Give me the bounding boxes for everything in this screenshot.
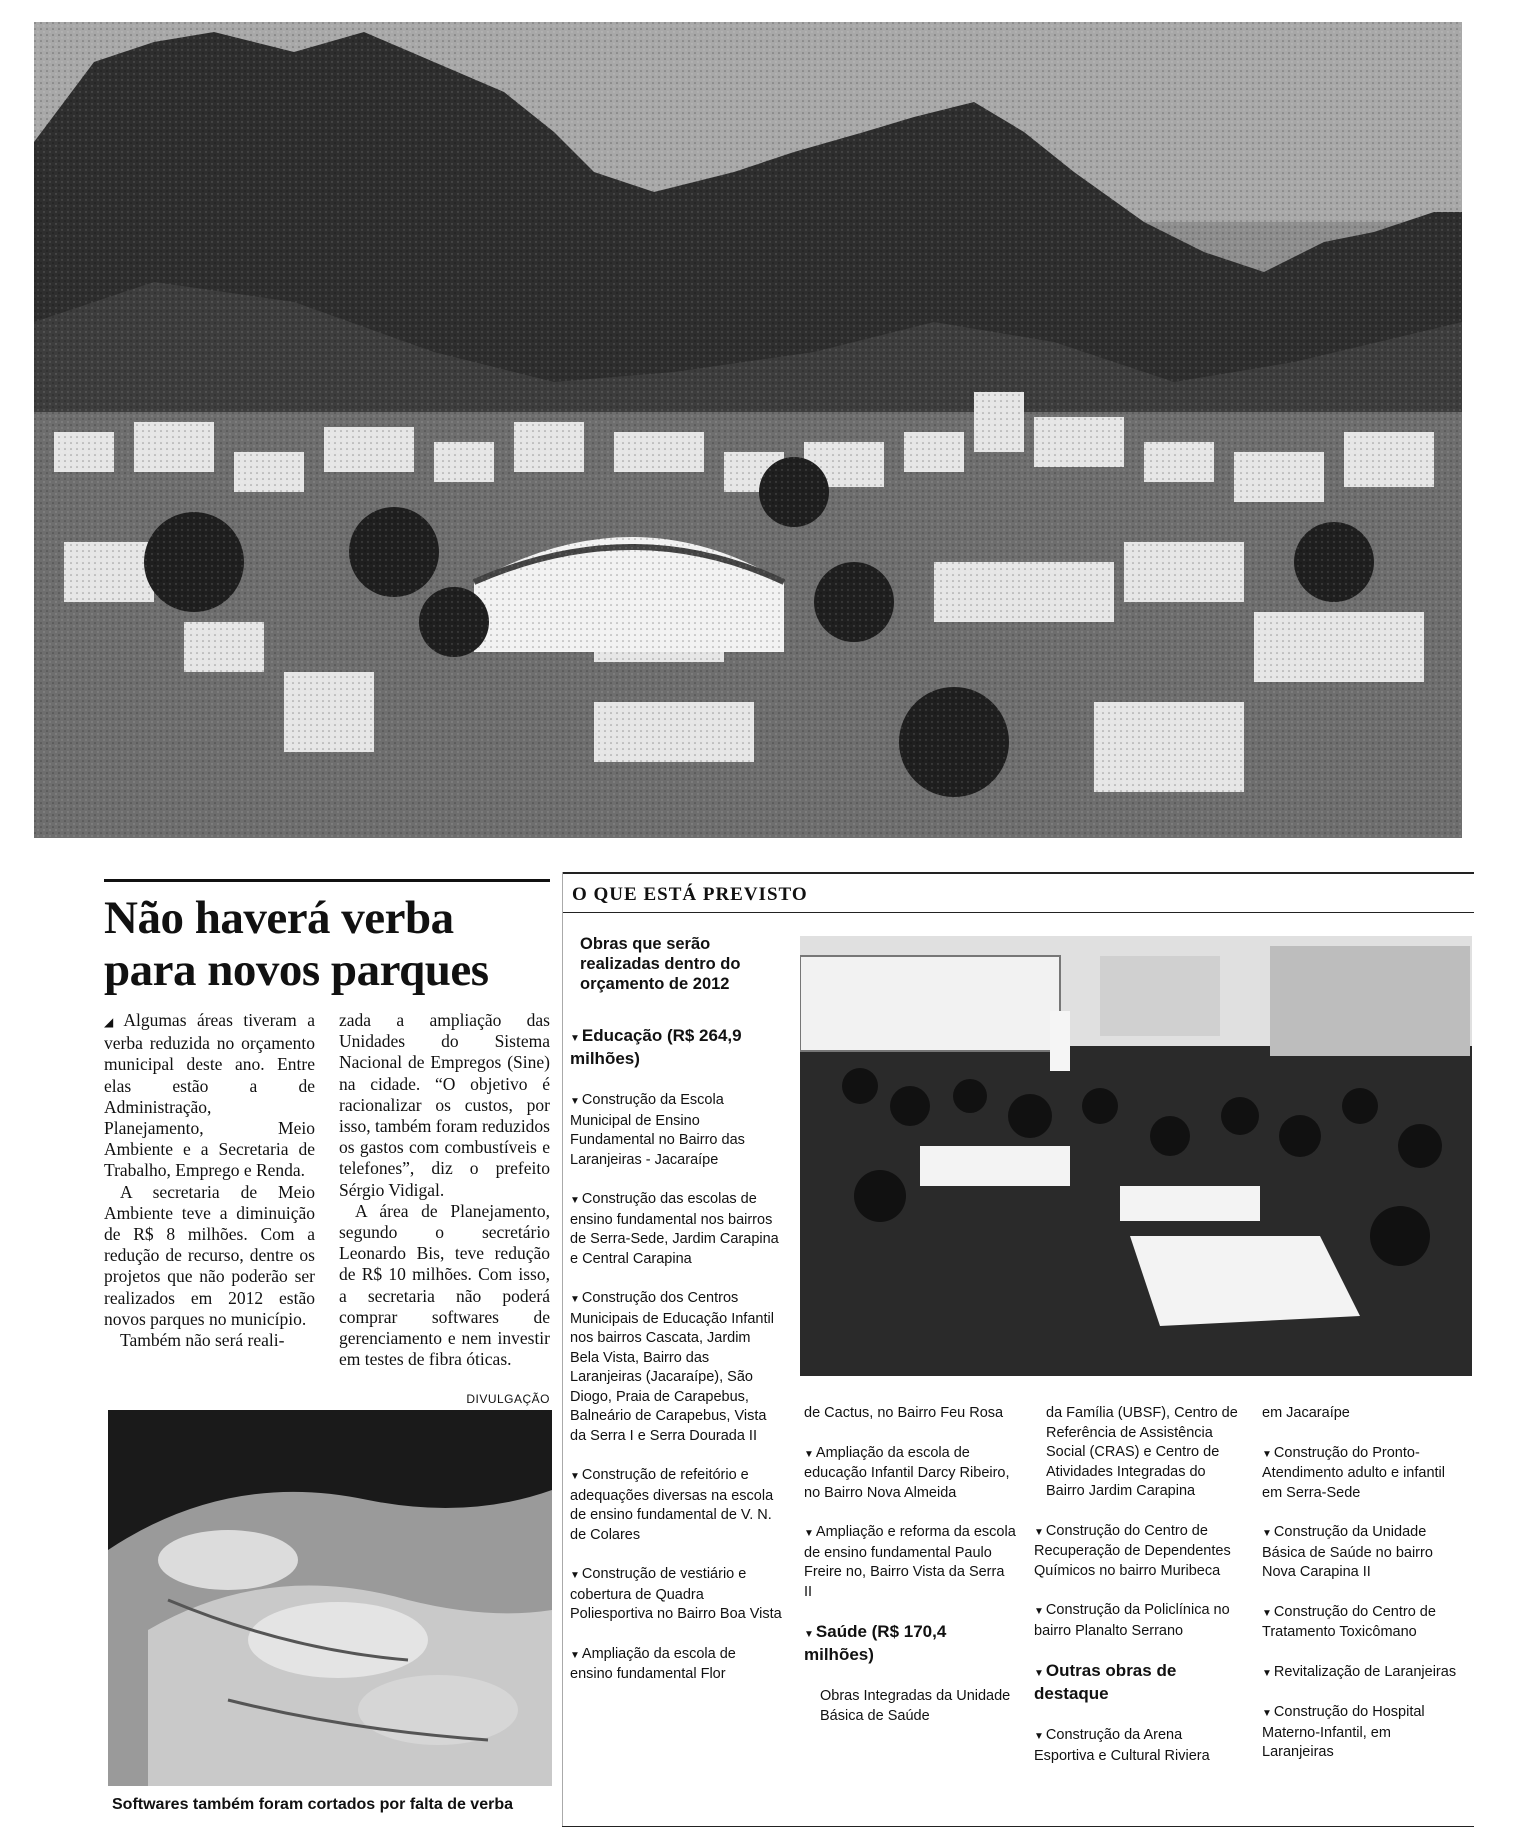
list-item: Obras Integradas da Unidade Básica de Saúde xyxy=(820,1688,1011,1724)
list-item xyxy=(1262,1703,1462,1763)
box-subtitle: Obras que serão realizadas dentro do orçamento de 2012 xyxy=(580,935,741,993)
item-text: Ampliação e reforma da escola de ensino fundamental Paulo Freire no, Bairro Vista da Serra II xyxy=(804,1524,1016,1600)
item-text: Construção da Unidade Básica de Saúde no bairro Nova Carapina II xyxy=(1262,1524,1433,1580)
item-text: Construção da Arena Esportiva e Cultural Riviera xyxy=(1034,1727,1210,1764)
triangle-bullet-icon: ▼ xyxy=(570,1570,580,1581)
hands-keyboard-photo xyxy=(108,1410,552,1786)
triangle-bullet-icon: ▼ xyxy=(804,1629,814,1640)
triangle-bullet-icon: ▼ xyxy=(570,1096,580,1107)
article-paragraph: Também não será reali- xyxy=(120,1330,285,1351)
list-item xyxy=(804,1444,1016,1504)
list-item xyxy=(1262,1603,1462,1643)
triangle-bullet-icon: ▼ xyxy=(1262,1667,1272,1679)
list-item xyxy=(570,1091,782,1170)
lead-triangle-icon: ◢ xyxy=(104,1015,120,1029)
list-item xyxy=(1262,1523,1462,1583)
triangle-bullet-icon: ▼ xyxy=(1262,1528,1272,1539)
triangle-bullet-icon: ▼ xyxy=(570,1294,580,1305)
headline-top-rule xyxy=(104,879,550,882)
triangle-bullet-icon: ▼ xyxy=(804,1448,814,1460)
article-paragraph: A área de Planejamento, segundo o secretário Leonardo Bis, teve redução de R$ 10 milhões. Com isso, a secretaria não poderá comprar softwares de gerenciamento e nem investir em testes de fibra óticas. xyxy=(339,1200,550,1370)
heading-text: Outras obras de destaque xyxy=(1034,1661,1177,1703)
heading-text: Educação (R$ 264,9 milhões) xyxy=(570,1026,742,1068)
headline-line-2: para novos parques xyxy=(104,944,489,996)
health-others-column xyxy=(1034,1404,1246,1766)
item-text: Construção da Policlínica no bairro Planalto Serrano xyxy=(1034,1602,1230,1639)
list-item xyxy=(570,1565,782,1625)
article-body xyxy=(104,1010,550,1370)
others-heading xyxy=(1034,1661,1246,1704)
list-item xyxy=(1034,1726,1246,1766)
headline-line-1: Não haverá verba xyxy=(104,892,454,944)
item-text: Construção da Escola Municipal de Ensino Fundamental no Bairro das Laranjeiras - Jacaraípe xyxy=(570,1092,745,1168)
triangle-bullet-icon: ▼ xyxy=(1034,1668,1044,1679)
list-item xyxy=(1262,1663,1462,1684)
list-item xyxy=(570,1289,782,1446)
item-text: Revitalização de Laranjeiras xyxy=(1273,1663,1457,1680)
triangle-bullet-icon: ▼ xyxy=(1262,1607,1272,1619)
list-item-continued: de Cactus, no Bairro Feu Rosa xyxy=(804,1405,1004,1421)
article-headline xyxy=(104,892,564,996)
triangle-bullet-icon: ▼ xyxy=(1034,1731,1044,1742)
classroom-photo xyxy=(800,936,1472,1376)
paragraph-text: Algumas áreas tiveram a verba reduzida no orçamento municipal deste ano. Entre elas estão a de Administração, Planejamento, Meio Ambiente e a Secretaria de Trabalho, Emprego e Renda. xyxy=(104,1010,315,1181)
item-text: Construção do Hospital Materno-Infantil, em Laranjeiras xyxy=(1262,1704,1425,1760)
list-item xyxy=(1034,1601,1246,1641)
box-title: O QUE ESTÁ PREVISTO xyxy=(572,884,808,905)
box-top-rule xyxy=(562,872,1474,874)
box-left-rule xyxy=(562,872,563,1827)
item-text: Construção de vestiário e cobertura de Quadra Poliesportiva no Bairro Boa Vista xyxy=(570,1566,782,1622)
item-text: Construção das escolas de ensino fundamental nos bairros de Serra-Sede, Jardim Carapina e Central Carapina xyxy=(570,1191,779,1267)
list-item xyxy=(1262,1444,1462,1504)
article-column-1 xyxy=(104,1010,315,1370)
health-heading xyxy=(804,1622,1016,1665)
list-item xyxy=(570,1645,782,1685)
triangle-bullet-icon: ▼ xyxy=(570,1649,580,1661)
item-text: Construção do Centro de Tratamento Toxicômano xyxy=(1262,1603,1436,1640)
box-title-rule xyxy=(562,912,1474,913)
education-heading xyxy=(570,1026,782,1069)
triangle-bullet-icon: ▼ xyxy=(570,1033,580,1044)
article-paragraph: A secretaria de Meio Ambiente teve a diminuição de R$ 8 milhões. Com a redução de recurso, dentre os projetos que não poderão ser realizados em 2012 estão novos parques no município. xyxy=(104,1181,315,1329)
item-text: Construção do Pronto-Atendimento adulto e infantil em Serra-Sede xyxy=(1262,1444,1445,1501)
education-column xyxy=(570,1026,782,1685)
list-item xyxy=(1034,1522,1246,1582)
triangle-bullet-icon: ▼ xyxy=(1262,1708,1272,1719)
item-text: Ampliação da escola de ensino fundamental Flor xyxy=(570,1645,736,1682)
list-item-continued: em Jacaraípe xyxy=(1262,1405,1350,1421)
city-panorama-photo xyxy=(34,22,1462,838)
education-health-column xyxy=(804,1404,1016,1746)
triangle-bullet-icon: ▼ xyxy=(570,1471,580,1482)
list-item xyxy=(570,1190,782,1269)
triangle-bullet-icon: ▼ xyxy=(1262,1448,1272,1460)
photo-caption: Softwares também foram cortados por falta de verba xyxy=(112,1796,513,1813)
triangle-bullet-icon: ▼ xyxy=(1034,1526,1044,1538)
box-bottom-rule xyxy=(562,1826,1474,1827)
item-text: Construção do Centro de Recuperação de Dependentes Químicos no bairro Muribeca xyxy=(1034,1522,1231,1579)
list-item xyxy=(804,1523,1016,1602)
triangle-bullet-icon: ▼ xyxy=(570,1195,580,1206)
list-item-continued: da Família (UBSF), Centro de Referência de Assistência Social (CRAS) e Centro de Atividades Integradas do Bairro Jardim Carapina xyxy=(1046,1405,1238,1499)
item-text: Construção dos Centros Municipais de Educação Infantil nos bairros Cascata, Jardim Bela Vista, Bairro das Laranjeiras (Jacaraípe), São Diogo, Praia de Carapebus, Balneário de Carapebus, Vista da Serra I e Serra Dourada II xyxy=(570,1290,774,1444)
item-text: Ampliação da escola de educação Infantil Darcy Ribeiro, no Bairro Nova Almeida xyxy=(804,1444,1010,1501)
heading-text: Saúde (R$ 170,4 milhões) xyxy=(804,1622,947,1664)
article-paragraph: zada a ampliação das Unidades do Sistema Nacional de Empregos (Sine) na cidade. “O objetivo é racionalizar os custos, por isso, também foram reduzidos os gastos com combustíveis e telefones”, diz o prefeito Sérgio Vidigal. xyxy=(339,1010,550,1200)
item-text: Construção de refeitório e adequações diversas na escola de ensino fundamental de V. N. de Colares xyxy=(570,1467,774,1543)
article-column-2 xyxy=(339,1010,550,1370)
article-paragraph xyxy=(104,1010,315,1182)
list-item xyxy=(570,1466,782,1545)
triangle-bullet-icon: ▼ xyxy=(1034,1606,1044,1617)
others-column xyxy=(1262,1404,1462,1763)
triangle-bullet-icon: ▼ xyxy=(804,1528,814,1539)
photo-credit: DIVULGAÇÃO xyxy=(466,1392,550,1406)
